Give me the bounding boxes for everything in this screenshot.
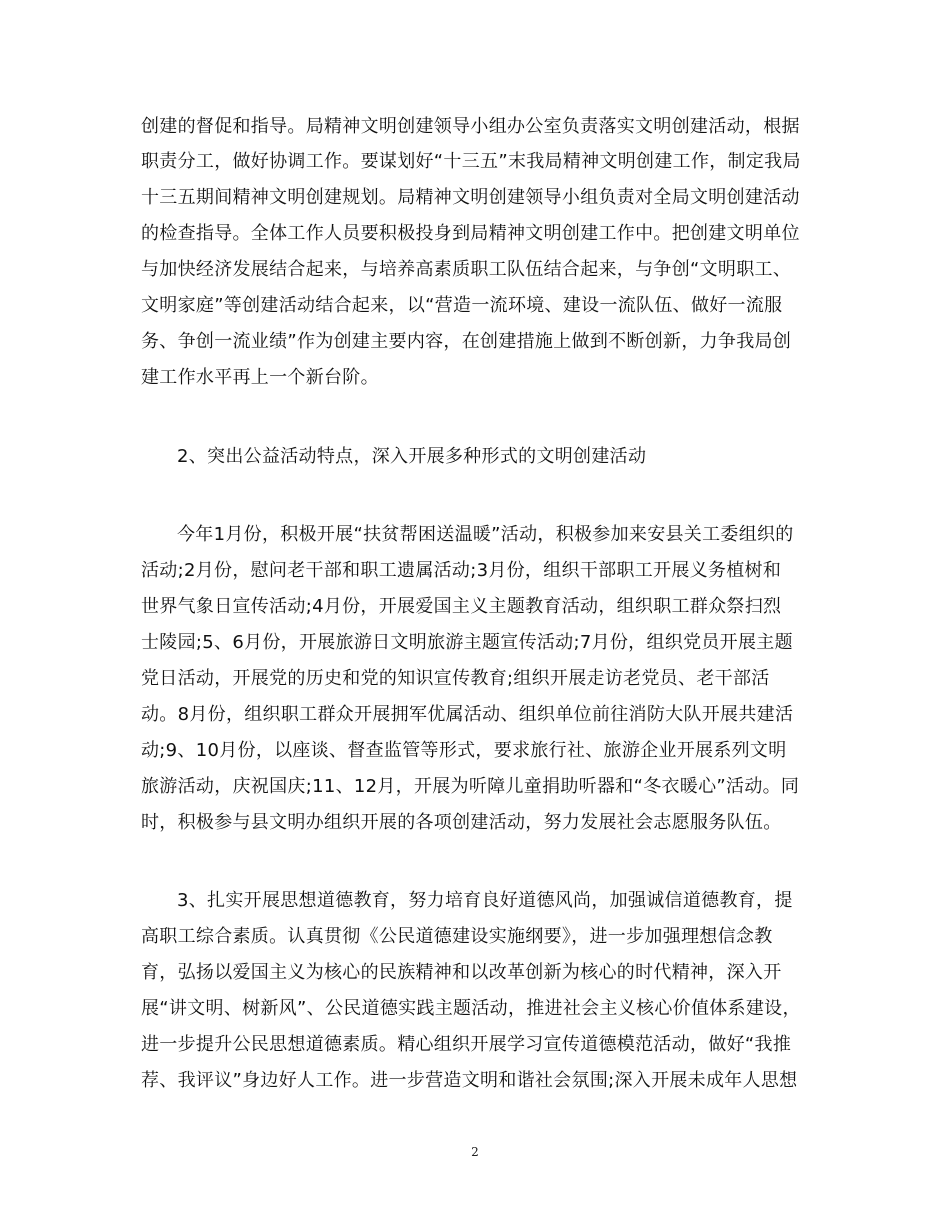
paragraph-1-line-1: 创建的督促和指导。局精神文明创建领导小组办公室负责落实文明创建活动，根据 (141, 116, 800, 137)
paragraph-1-line-7: 务、争创一流业绩”作为创建主要内容，在创建措施上做到不断创新，力争我局创 (141, 331, 792, 352)
paragraph-3-line-7: 动;9、10月份，以座谈、督查监管等形式，要求旅行社、旅游企业开展系列文明 (141, 740, 787, 761)
paragraph-3-line-8: 旅游活动，庆祝国庆;11、12月，开展为听障儿童捐助听器和“冬衣暖心”活动。同 (141, 776, 800, 797)
paragraph-4-line-1: 3、扎实开展思想道德教育，努力培育良好道德风尚，加强诚信道德教育，提 (177, 890, 793, 911)
paragraph-4-line-2: 高职工综合素质。认真贯彻《公民道德建设实施纲要》，进一步加强理想信念教 (141, 926, 773, 947)
paragraph-3-line-9: 时，积极参与县文明办组织开展的各项创建活动，努力发展社会志愿服务队伍。 (141, 812, 782, 833)
paragraph-3-line-3: 世界气象日宣传活动;4月份，开展爱国主义主题教育活动，组织职工群众祭扫烈 (141, 596, 782, 617)
paragraph-4-line-3: 育，弘扬以爱国主义为核心的民族精神和以改革创新为核心的时代精神，深入开 (141, 962, 782, 983)
paragraph-1-line-4: 的检查指导。全体工作人员要积极投身到局精神文明创建工作中。把创建文明单位 (141, 223, 800, 244)
paragraph-3-line-1: 今年1月份，积极开展“扶贫帮困送温暖”活动，积极参加来安县关工委组织的 (177, 524, 794, 545)
paragraph-4-line-6: 荐、我评议”身边好人工作。进一步营造文明和谐社会氛围;深入开展未成年人思想 (141, 1070, 798, 1091)
paragraph-1-line-2: 职责分工，做好协调工作。要谋划好“十三五”末我局精神文明创建工作，制定我局 (141, 151, 801, 172)
paragraph-3-line-6: 动。8月份，组织职工群众开展拥军优属活动、组织单位前往消防大队开展共建活 (141, 704, 794, 725)
paragraph-1-line-8: 建工作水平再上一个新台阶。 (141, 367, 379, 388)
page-number: 2 (471, 1145, 479, 1159)
paragraph-4-line-4: 展“讲文明、树新风”、公民道德实践主题活动，推进社会主义核心价值体系建设， (141, 998, 801, 1019)
paragraph-3-line-4: 士陵园;5、6月份，开展旅游日文明旅游主题宣传活动;7月份，组织党员开展主题 (141, 632, 793, 653)
paragraph-1-line-5: 与加快经济发展结合起来，与培养高素质职工队伍结合起来，与争创“文明职工、 (141, 259, 792, 280)
paragraph-4-line-5: 进一步提升公民思想道德素质。精心组织开展学习宣传道德模范活动，做好“我推 (141, 1034, 792, 1055)
paragraph-1-line-3: 十三五期间精神文明创建规划。局精神文明创建领导小组负责对全局文明创建活动 (141, 187, 800, 208)
paragraph-3-line-2: 活动;2月份，慰问老干部和职工遗属活动;3月份，组织干部职工开展义务植树和 (141, 560, 782, 581)
section-heading-2: 2、突出公益活动特点，深入开展多种形式的文明创建活动 (177, 446, 647, 467)
paragraph-1-line-6: 文明家庭”等创建活动结合起来，以“营造一流环境、建设一流队伍、做好一流服 (141, 295, 783, 316)
paragraph-3-line-5: 党日活动，开展党的历史和党的知识宣传教育;组织开展走访老党员、老干部活 (141, 668, 770, 689)
